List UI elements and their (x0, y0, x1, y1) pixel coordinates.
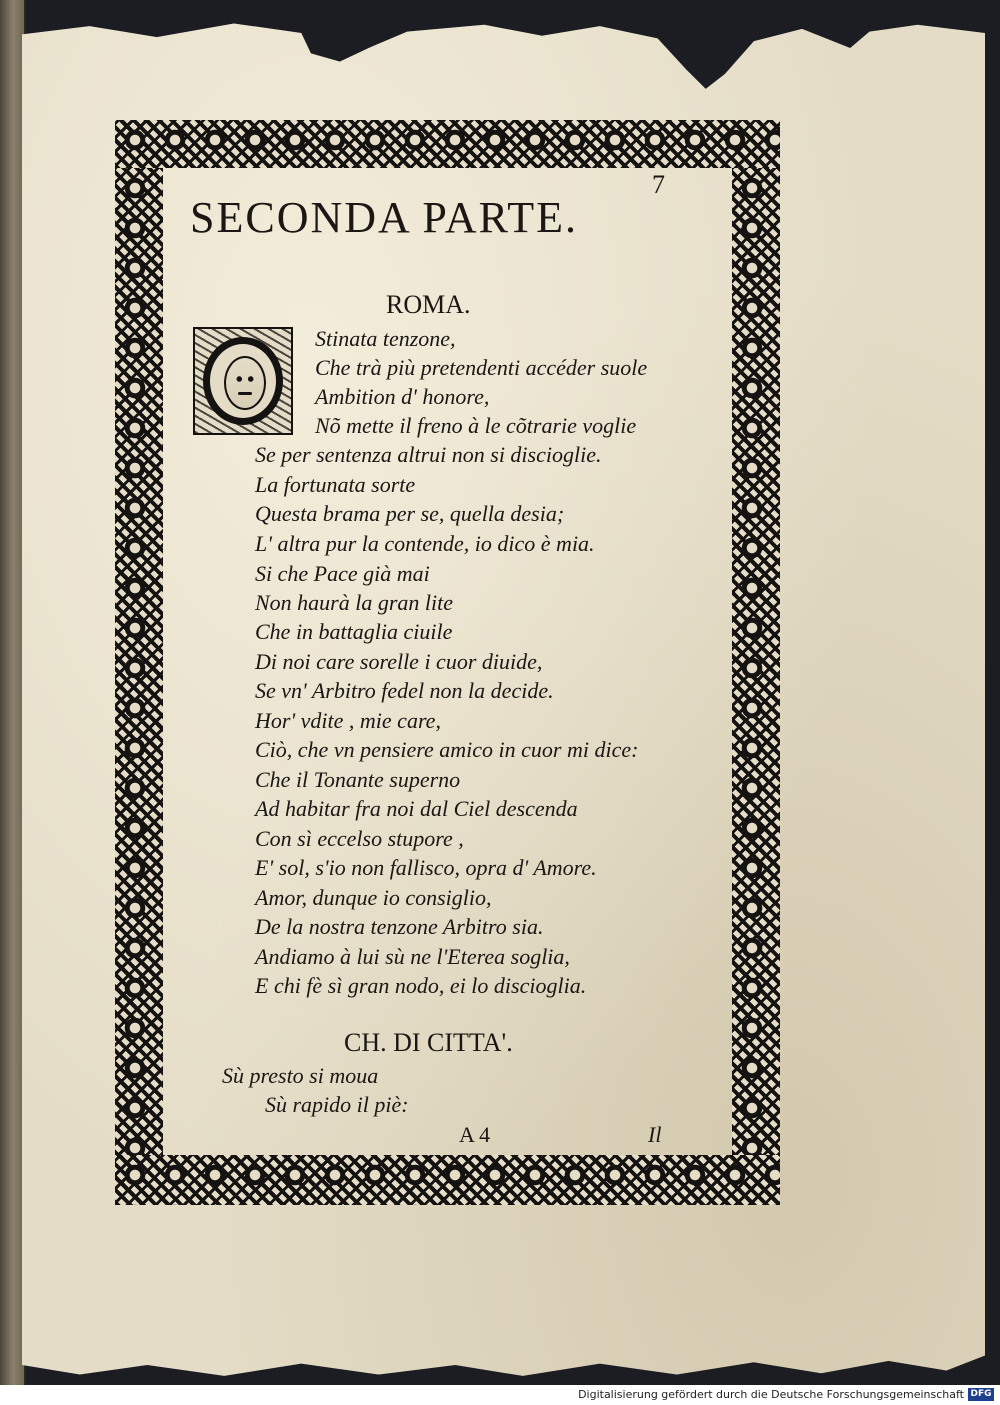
verse-line: L' altra pur la contende, io dico è mia. (255, 531, 595, 556)
verse-line: Hor' vdite , mie care, (255, 708, 441, 733)
face-icon (224, 356, 266, 410)
verse-line: Ambition d' honore, (315, 384, 490, 409)
verse-line: Che trà più pretendenti accéder suole (315, 355, 648, 380)
verse-line: Si che Pace già mai (255, 561, 430, 586)
ornament-bottom-icon (115, 1155, 780, 1205)
dfg-logo: DFG (968, 1388, 994, 1401)
signature-mark: A 4 (459, 1122, 491, 1147)
footer-bar (0, 1385, 1000, 1405)
verse-line: Amor, dunque io consiglio, (255, 885, 492, 910)
initial-letter-ring (203, 337, 283, 425)
ornament-left-icon (115, 168, 163, 1155)
verse-line: Nõ mette il freno à le cõtrarie voglie (315, 413, 637, 438)
verse-line: Questa brama per se, quella desia; (255, 501, 565, 526)
catchword: Il (648, 1122, 662, 1147)
ornament-top-icon (115, 120, 780, 168)
verse-line: E chi fè sì gran nodo, ei lo discioglia. (255, 973, 587, 998)
verse-line: Ciò, che vn pensiere amico in cuor mi dice: (255, 737, 639, 762)
verse-line: Se vn' Arbitro fedel non la decide. (255, 678, 554, 703)
verse-line: Andiamo à lui sù ne l'Eterea soglia, (255, 944, 570, 969)
decorated-initial-o-icon (193, 327, 293, 435)
verse-line: De la nostra tenzone Arbitro sia. (255, 914, 544, 939)
funding-credit: Digitalisierung gefördert durch die Deutsche Forschungsgemeinschaft (578, 1388, 964, 1401)
verse-line: Ad habitar fra noi dal Ciel descenda (255, 796, 578, 821)
verse-line: Sù rapido il piè: (265, 1092, 409, 1117)
verse-line: Che in battaglia ciuile (255, 619, 453, 644)
ornament-right-icon (732, 168, 780, 1155)
verse-line: La fortunata sorte (255, 472, 416, 497)
verse-line: E' sol, s'io non fallisco, opra d' Amore. (255, 855, 597, 880)
speaker-chorus: CH. DI CITTA'. (344, 1028, 513, 1057)
verse-line: Con sì eccelso stupore , (255, 826, 464, 851)
verse-line: Che il Tonante superno (255, 767, 461, 792)
verse-line: Sù presto si moua (222, 1063, 379, 1088)
verse-line: Non haurà la gran lite (255, 590, 454, 615)
verse-line: Stinata tenzone, (315, 326, 456, 351)
page-number: 7 (652, 170, 665, 199)
verse-line: Se per sentenza altrui non si discioglie. (255, 442, 602, 467)
speaker-roma: ROMA. (386, 290, 471, 319)
verse-line: Di noi care sorelle i cuor diuide, (255, 649, 543, 674)
page-title: SECONDA PARTE. (190, 193, 579, 242)
